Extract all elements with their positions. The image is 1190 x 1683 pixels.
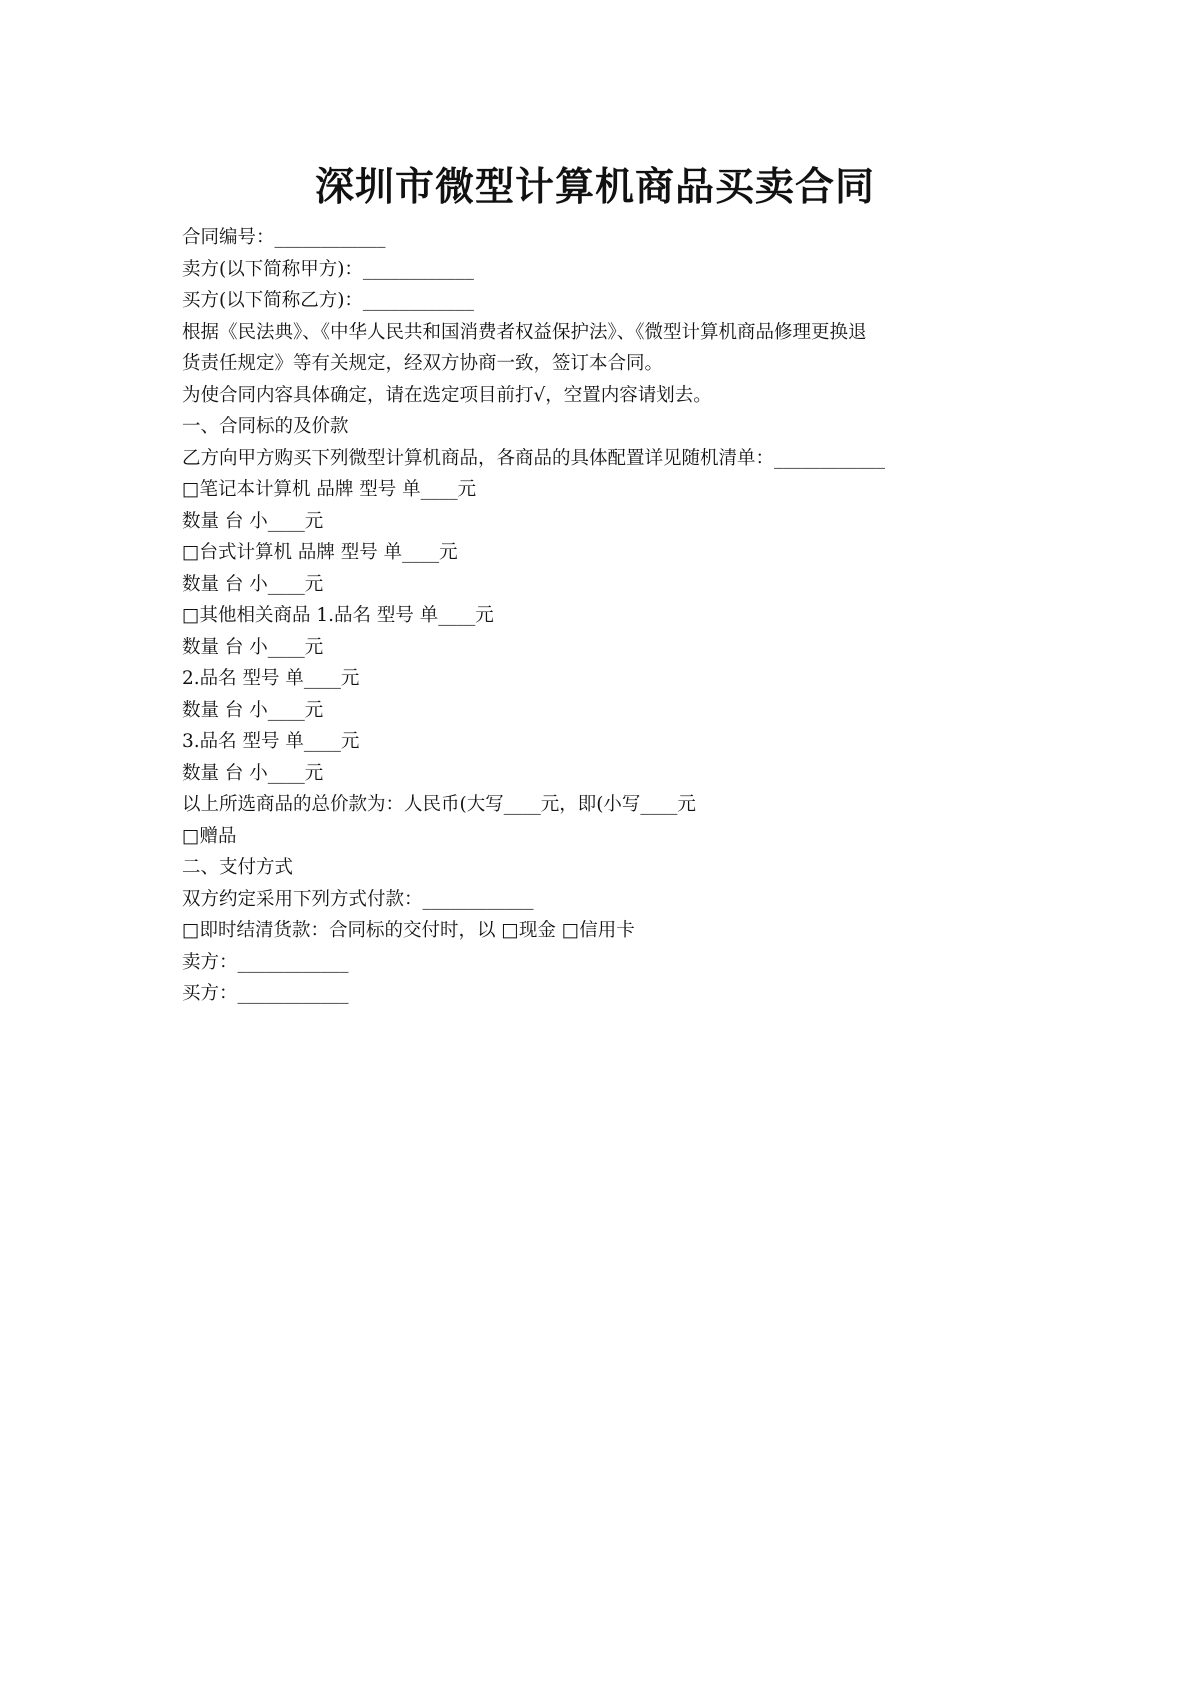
other-goods-item3-quantity-line: 数量 台 小____元 — [182, 762, 324, 784]
other-goods-item1-line: □其他相关商品 1.品名 型号 单____元 — [182, 605, 494, 626]
section-heading-subject-price: 一、合同标的及价款 — [182, 416, 349, 437]
legal-basis-line-2: 货责任规定》等有关规定，经双方协商一致，签订本合同。 — [182, 353, 664, 374]
payment-method-line: 双方约定采用下列方式付款：____________ — [182, 888, 534, 910]
contract-number-line: 合同编号：____________ — [182, 227, 386, 248]
document-title: 深圳市微型计算机商品买卖合同 — [314, 164, 875, 210]
purchase-statement-line: 乙方向甲方购买下列微型计算机商品，各商品的具体配置详见随机清单：____________ — [182, 447, 886, 469]
other-goods-item1-quantity-line: 数量 台 小____元 — [182, 636, 324, 658]
other-goods-item2-line: 2.品名 型号 单____元 — [182, 668, 360, 689]
total-price-line: 以上所选商品的总价款为：人民币(大写____元，即(小写____元 — [182, 794, 696, 815]
buyer-line: 买方(以下简称乙方)：____________ — [182, 290, 474, 311]
section-heading-payment: 二、支付方式 — [182, 857, 294, 878]
desktop-option-line: □台式计算机 品牌 型号 单____元 — [182, 542, 458, 563]
laptop-quantity-line: 数量 台 小____元 — [182, 510, 324, 532]
seller-line: 卖方(以下简称甲方)：____________ — [182, 258, 474, 280]
immediate-payment-option-line: □即时结清货款：合同标的交付时，以 □现金 □信用卡 — [182, 920, 635, 941]
desktop-quantity-line: 数量 台 小____元 — [182, 573, 324, 595]
gift-option-line: □赠品 — [182, 825, 237, 847]
instruction-line: 为使合同内容具体确定，请在选定项目前打√，空置内容请划去。 — [182, 384, 712, 406]
buyer-signature-line: 买方：____________ — [182, 983, 349, 1004]
document-body — [182, 222, 1022, 1010]
other-goods-item3-line: 3.品名 型号 单____元 — [182, 731, 360, 752]
laptop-option-line: □笔记本计算机 品牌 型号 单____元 — [182, 479, 477, 500]
legal-basis-line-1: 根据《民法典》、《中华人民共和国消费者权益保护法》、《微型计算机商品修理更换退 — [182, 321, 867, 343]
other-goods-item2-quantity-line: 数量 台 小____元 — [182, 699, 324, 721]
seller-signature-line: 卖方：____________ — [182, 951, 349, 973]
